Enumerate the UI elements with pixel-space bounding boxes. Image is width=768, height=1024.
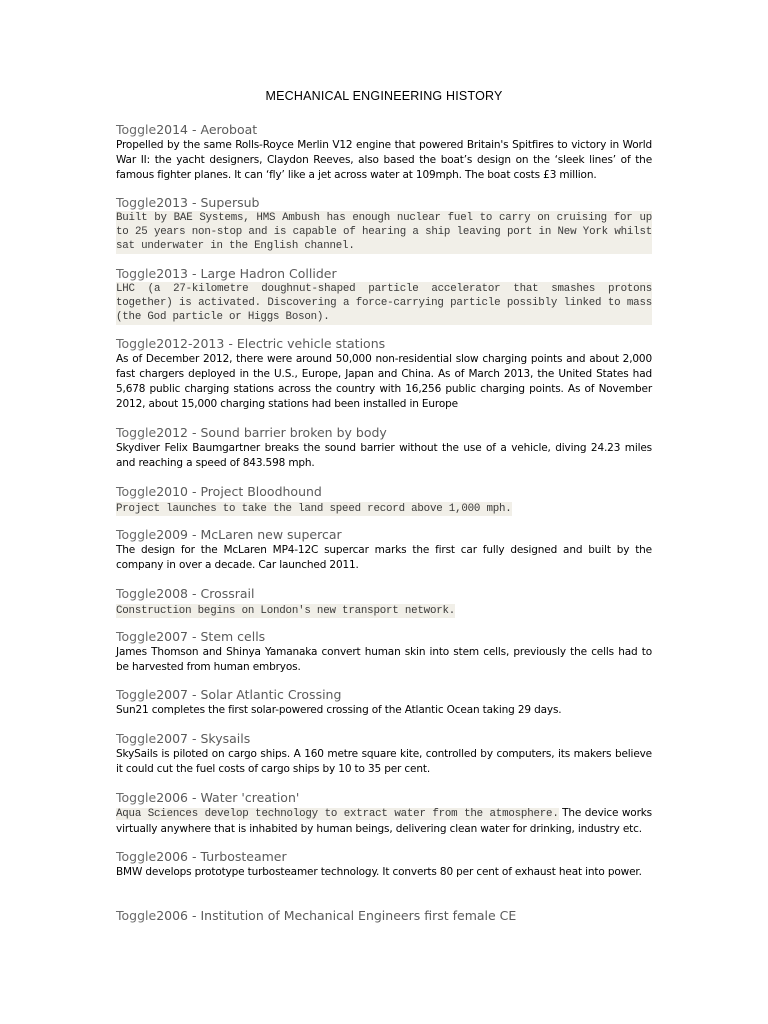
- entry-title: Turbosteamer: [200, 849, 287, 864]
- entry-title: Project Bloodhound: [200, 484, 322, 499]
- entry-text: The design for the McLaren MP4-12C supercar marks the first car fully designed and built by the company in over a decade. Car launched 2011.: [116, 544, 652, 571]
- entry-heading[interactable]: Toggle2013 - Large Hadron Collider: [116, 266, 337, 281]
- entry-title: Electric vehicle stations: [236, 336, 386, 351]
- entry-stem-cells: [116, 629, 652, 675]
- toggle-label: Toggle: [116, 425, 157, 440]
- entry-year: 2014: [156, 122, 189, 137]
- entry-year: 2008: [156, 586, 189, 601]
- entry-supersub: [116, 195, 652, 254]
- toggle-label: Toggle: [116, 122, 157, 137]
- entry-text-highlight: Aqua Sciences develop technology to extract water from the atmosphere.: [116, 808, 559, 820]
- entry-year: 2007: [156, 731, 189, 746]
- entry-sound-barrier: [116, 425, 652, 471]
- entry-solar-atlantic: [116, 687, 652, 718]
- entry-bloodhound: [116, 484, 652, 516]
- entry-text: Skydiver Felix Baumgartner breaks the sound barrier without the use of a vehicle, diving 24.23 miles and reaching a speed of 843.598 mph.: [116, 442, 652, 469]
- entry-heading[interactable]: Toggle2009 - McLaren new supercar: [116, 527, 342, 542]
- entry-heading[interactable]: Toggle2010 - Project Bloodhound: [116, 484, 322, 499]
- entry-year: 2006: [156, 849, 189, 864]
- entry-title: Aeroboat: [200, 122, 258, 137]
- entry-year: 2010: [156, 484, 189, 499]
- toggle-label: Toggle: [116, 731, 157, 746]
- toggle-label: Toggle: [116, 195, 157, 210]
- entry-text-rest: The device works virtually anywhere that is inhabited by human beings, delivering clean water for drinking, industry etc.: [116, 807, 652, 835]
- entry-year: 2007: [156, 687, 189, 702]
- entry-text: Built by BAE Systems, HMS Ambush has enough nuclear fuel to carry on cruising for up to 25 years non-stop and is capable of hearing a ship leaving port in New York whilst sat underwater in the English channel.: [116, 212, 652, 253]
- toggle-label: Toggle: [116, 336, 157, 351]
- entry-aeroboat: [116, 122, 652, 183]
- entry-title: Institution of Mechanical Engineers first female CE: [200, 908, 517, 923]
- entry-title: Stem cells: [200, 629, 266, 644]
- entry-text: Project launches to take the land speed record above 1,000 mph.: [116, 503, 512, 515]
- entry-heading[interactable]: Toggle2012-2013 - Electric vehicle stations: [116, 336, 386, 351]
- entry-skysails: [116, 731, 652, 777]
- entry-year: 2013: [156, 266, 189, 281]
- toggle-label: Toggle: [116, 687, 157, 702]
- entry-title: Water 'creation': [200, 790, 300, 805]
- entry-turbosteamer: [116, 849, 652, 880]
- toggle-label: Toggle: [116, 527, 157, 542]
- entry-mclaren: [116, 527, 652, 573]
- entry-text: BMW develops prototype turbosteamer technology. It converts 80 per cent of exhaust heat into power.: [116, 866, 642, 878]
- entry-heading[interactable]: Toggle2006 - Water 'creation': [116, 790, 300, 805]
- entry-year: 2013: [156, 195, 189, 210]
- entry-text: Construction begins on London's new transport network.: [116, 605, 456, 617]
- entry-year: 2007: [156, 629, 189, 644]
- entry-lhc: [116, 266, 652, 325]
- toggle-label: Toggle: [116, 266, 157, 281]
- entry-title: McLaren new supercar: [200, 527, 342, 542]
- entry-title: Solar Atlantic Crossing: [200, 687, 342, 702]
- page-title: MECHANICAL ENGINEERING HISTORY: [265, 89, 503, 103]
- entry-text: LHC (a 27-kilometre doughnut-shaped particle accelerator that smashes protons together) is activated. Discovering a force-carrying particle possibly linked to mass (the God particle or Higgs Boson).: [116, 283, 652, 324]
- entry-year: 2012-2013: [156, 336, 225, 351]
- entry-heading[interactable]: Toggle2014 - Aeroboat: [116, 122, 258, 137]
- entry-heading[interactable]: Toggle2006 - Turbosteamer: [116, 849, 287, 864]
- entry-year: 2006: [156, 908, 189, 923]
- entry-heading[interactable]: Toggle2012 - Sound barrier broken by body: [116, 425, 387, 440]
- entry-heading[interactable]: Toggle2008 - Crossrail: [116, 586, 255, 601]
- entry-text: [116, 806, 652, 837]
- entry-title: Sound barrier broken by body: [200, 425, 387, 440]
- entry-text: Propelled by the same Rolls-Royce Merlin V12 engine that powered Britain's Spitfires to victory in World War II: the yacht designers, Claydon Reeves, also based the boat’s design on the ‘sleek lines’ of the famous fighter planes. It can ‘fly’ like a jet across water at 109mph. The boat costs £3 million.: [116, 139, 652, 181]
- entry-year: 2009: [156, 527, 189, 542]
- toggle-label: Toggle: [116, 849, 157, 864]
- toggle-label: Toggle: [116, 629, 157, 644]
- entry-water-creation: [116, 790, 652, 837]
- entry-title: Skysails: [200, 731, 251, 746]
- entry-crossrail: [116, 586, 652, 618]
- entry-title: Supersub: [200, 195, 260, 210]
- entry-heading[interactable]: Toggle2013 - Supersub: [116, 195, 260, 210]
- entry-imeche-female-ce: [116, 908, 652, 924]
- entry-text: SkySails is piloted on cargo ships. A 160 metre square kite, controlled by computers, its makers believe it could cut the fuel costs of cargo ships by 10 to 35 per cent.: [116, 748, 652, 775]
- toggle-label: Toggle: [116, 908, 157, 923]
- entry-text: As of December 2012, there were around 50,000 non-residential slow charging points and about 2,000 fast chargers deployed in the U.S., Europe, Japan and China. As of March 2013, the United States had 5,678 public charging stations across the country with 16,256 public charging points. As of November 2012, about 15,000 charging stations had been installed in Europe: [116, 353, 652, 410]
- entry-text: James Thomson and Shinya Yamanaka convert human skin into stem cells, previously the cells had to be harvested from human embryos.: [116, 646, 652, 673]
- entry-year: 2012: [156, 425, 189, 440]
- entry-heading[interactable]: Toggle2006 - Institution of Mechanical Engineers first female CE: [116, 908, 517, 923]
- entry-heading[interactable]: Toggle2007 - Stem cells: [116, 629, 266, 644]
- toggle-label: Toggle: [116, 790, 157, 805]
- toggle-label: Toggle: [116, 484, 157, 499]
- entry-heading[interactable]: Toggle2007 - Solar Atlantic Crossing: [116, 687, 342, 702]
- entry-heading[interactable]: Toggle2007 - Skysails: [116, 731, 251, 746]
- entry-title: Crossrail: [200, 586, 255, 601]
- entry-year: 2006: [156, 790, 189, 805]
- entry-ev-stations: [116, 336, 652, 412]
- entry-title: Large Hadron Collider: [200, 266, 337, 281]
- entry-text: Sun21 completes the first solar-powered crossing of the Atlantic Ocean taking 29 days.: [116, 704, 562, 716]
- toggle-label: Toggle: [116, 586, 157, 601]
